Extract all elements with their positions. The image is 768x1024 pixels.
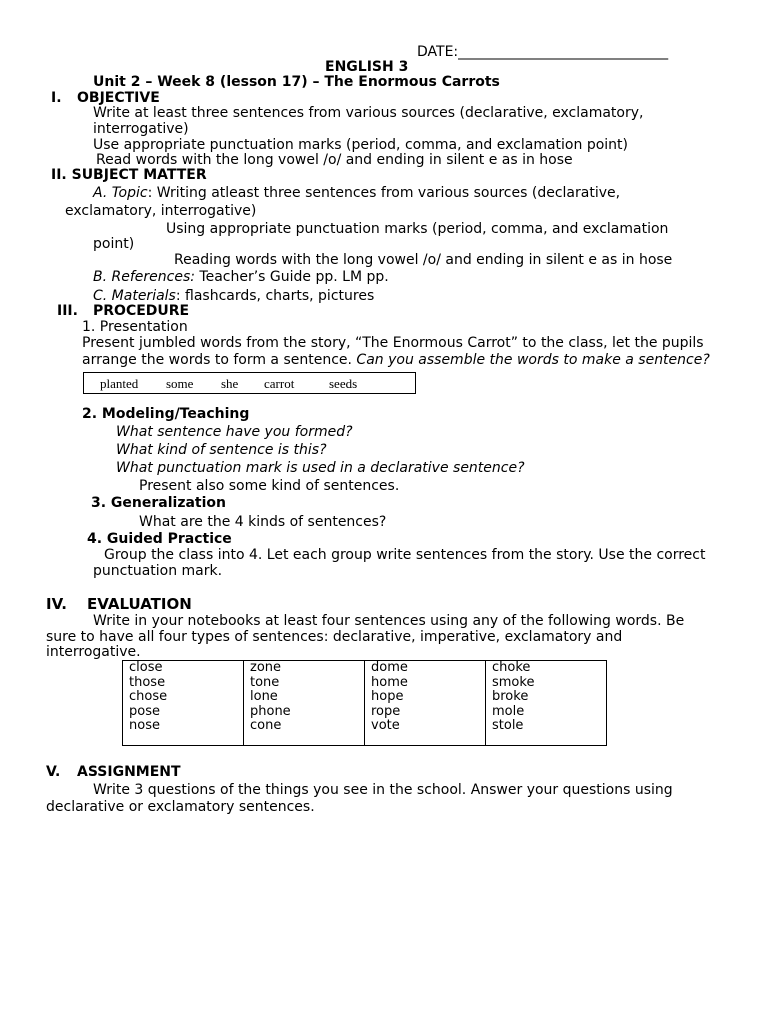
presentation-line bbox=[82, 352, 710, 368]
presentation-title: 1. Presentation bbox=[82, 319, 188, 335]
evaluation-line: Write in your notebooks at least four sentences using any of the following words. Be bbox=[93, 613, 685, 629]
evaluation-numeral: IV. bbox=[46, 595, 67, 613]
topic-punctuation-line: Using appropriate punctuation marks (period, comma, and exclamation bbox=[166, 221, 669, 237]
long-o-word-table bbox=[122, 660, 607, 746]
word-cell: lone bbox=[250, 689, 278, 704]
date-label: DATE:______________________________ bbox=[417, 44, 669, 60]
guided-practice-title: 4. Guided Practice bbox=[87, 531, 232, 547]
generalization-question: What are the 4 kinds of sentences? bbox=[139, 514, 387, 530]
jumbled-word: seeds bbox=[329, 376, 358, 391]
word-column bbox=[123, 661, 244, 746]
word-cell: nose bbox=[129, 718, 160, 733]
subject-title: ENGLISH 3 bbox=[325, 59, 409, 75]
evaluation-heading: EVALUATION bbox=[87, 595, 192, 613]
objective-numeral: I. bbox=[51, 90, 62, 106]
procedure-numeral: III. bbox=[57, 303, 78, 319]
evaluation-line: interrogative. bbox=[46, 644, 141, 660]
jumbled-word: some bbox=[166, 376, 194, 391]
topic-line bbox=[93, 185, 620, 201]
word-cell: cone bbox=[250, 718, 282, 733]
word-column bbox=[244, 661, 365, 746]
materials-label: C. Materials bbox=[93, 288, 176, 304]
objective-line: Write at least three sentences from various sources (declarative, exclamatory, bbox=[93, 105, 644, 121]
subject-matter-heading: II. SUBJECT MATTER bbox=[51, 167, 207, 183]
objective-heading: OBJECTIVE bbox=[77, 90, 160, 106]
assignment-heading: ASSIGNMENT bbox=[77, 764, 181, 780]
word-cell: phone bbox=[250, 703, 291, 719]
table-row bbox=[123, 661, 607, 746]
word-cell: home bbox=[371, 674, 408, 690]
word-cell: chose bbox=[129, 689, 168, 704]
word-cell: those bbox=[129, 674, 166, 690]
word-column bbox=[365, 661, 486, 746]
references-line bbox=[93, 269, 389, 285]
presentation-question: Can you assemble the words to make a sentence? bbox=[356, 352, 710, 368]
procedure-heading: PROCEDURE bbox=[93, 303, 190, 319]
guided-practice-line: punctuation mark. bbox=[93, 563, 223, 579]
topic-text: : Writing atleast three sentences from various sources (declarative, bbox=[147, 185, 621, 201]
modeling-note: Present also some kind of sentences. bbox=[139, 478, 400, 494]
word-cell: tone bbox=[250, 674, 280, 690]
word-cell: zone bbox=[250, 660, 282, 675]
modeling-title: 2. Modeling/Teaching bbox=[82, 406, 250, 422]
presentation-line: Present jumbled words from the story, “The Enormous Carrot” to the class, let the pupils bbox=[82, 335, 704, 351]
objective-line: Read words with the long vowel /o/ and ending in silent e as in hose bbox=[96, 152, 573, 168]
word-cell: mole bbox=[492, 703, 525, 719]
materials-text: : flashcards, charts, pictures bbox=[175, 288, 375, 304]
jumbled-word: she bbox=[221, 376, 239, 391]
topic-continuation: exclamatory, interrogative) bbox=[65, 203, 257, 219]
materials-line bbox=[93, 288, 374, 304]
word-cell: rope bbox=[371, 703, 401, 719]
word-cell: close bbox=[129, 660, 163, 675]
guided-practice-line: Group the class into 4. Let each group write sentences from the story. Use the correct bbox=[104, 547, 706, 563]
jumbled-word: planted bbox=[100, 376, 139, 391]
lesson-title: Unit 2 – Week 8 (lesson 17) – The Enormous Carrots bbox=[93, 74, 500, 90]
assignment-line: declarative or exclamatory sentences. bbox=[46, 799, 315, 815]
presentation-text: arrange the words to form a sentence. bbox=[82, 352, 357, 368]
modeling-question: What punctuation mark is used in a declarative sentence? bbox=[116, 460, 525, 476]
topic-punctuation-line: point) bbox=[93, 236, 135, 252]
assignment-numeral: V. bbox=[46, 764, 61, 780]
jumbled-word: carrot bbox=[264, 376, 295, 391]
references-text: Teacher’s Guide pp. LM pp. bbox=[194, 269, 389, 285]
word-cell: broke bbox=[492, 689, 529, 704]
word-cell: pose bbox=[129, 703, 160, 719]
references-label: B. References: bbox=[93, 269, 195, 285]
word-cell: choke bbox=[492, 660, 531, 675]
word-cell: vote bbox=[371, 718, 400, 733]
modeling-question: What kind of sentence is this? bbox=[116, 442, 327, 458]
jumbled-words-box bbox=[83, 372, 416, 394]
evaluation-line: sure to have all four types of sentences: declarative, imperative, exclamatory and bbox=[46, 629, 623, 645]
word-cell: smoke bbox=[492, 674, 535, 690]
objective-line: interrogative) bbox=[93, 121, 189, 137]
word-column bbox=[486, 661, 607, 746]
word-cell: hope bbox=[371, 689, 404, 704]
modeling-question: What sentence have you formed? bbox=[116, 424, 353, 440]
assignment-line: Write 3 questions of the things you see in the school. Answer your questions using bbox=[93, 782, 673, 798]
word-cell: dome bbox=[371, 660, 408, 675]
word-cell: stole bbox=[492, 718, 524, 733]
generalization-title: 3. Generalization bbox=[91, 495, 227, 511]
topic-reading-line: Reading words with the long vowel /o/ and ending in silent e as in hose bbox=[174, 252, 673, 268]
topic-label: A. Topic bbox=[93, 185, 148, 201]
objective-line: Use appropriate punctuation marks (period, comma, and exclamation point) bbox=[93, 137, 628, 153]
